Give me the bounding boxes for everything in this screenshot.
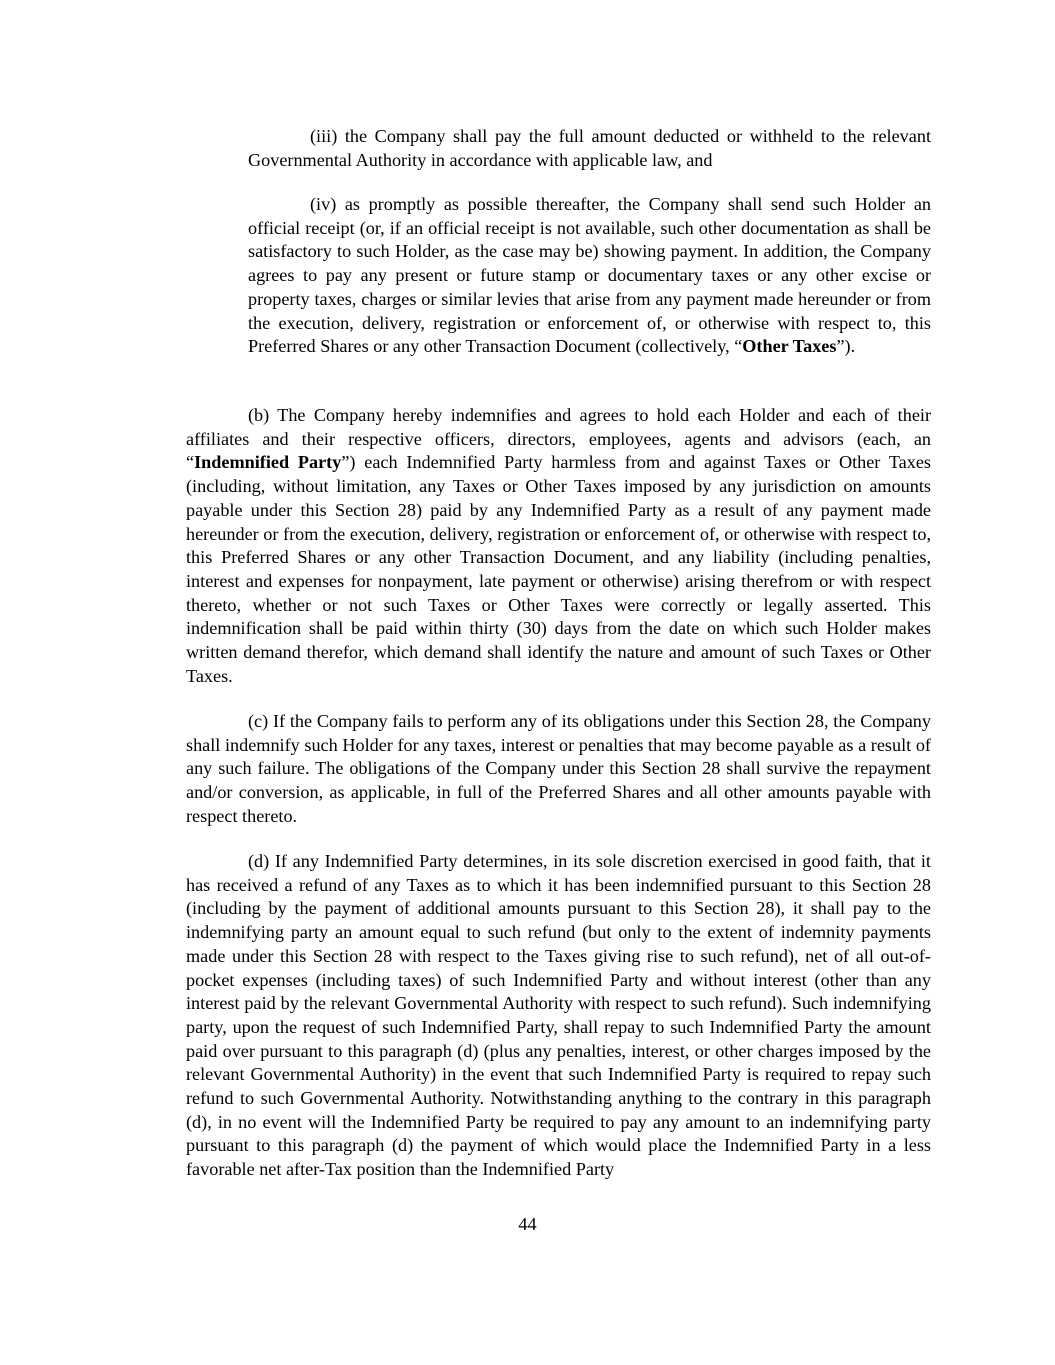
paragraph-b-text: (b) The Company hereby indemnifies and agrees to hold each Holder and each of their affiliates and their respective officers, directors, employees, agents and advisors (each, an “ [186, 405, 931, 473]
paragraph-c [186, 710, 931, 829]
page-number: 44 [518, 1214, 537, 1234]
paragraph-iv-text: (iv) as promptly as possible thereafter, the Company shall send such Holder an official receipt (or, if an official receipt is not available, such other documentation as shall be satisfactory to such Holder, as the case may be) showing payment. In addition, the Company agrees to pay any present or future stamp or documentary taxes or any other excise or property taxes, charges or similar levies that arise from any payment made hereunder or from the execution, delivery, registration or enforcement of, or otherwise with respect to, this Preferred Shares or any other Transaction Document (collectively, “ [248, 194, 931, 357]
paragraph-d [186, 850, 931, 1182]
paragraph-c-text: (c) If the Company fails to perform any of its obligations under this Section 28, the Company shall indemnify such Holder for any taxes, interest or penalties that may become payable as a result of any such failure. The obligations of the Company under this Section 28 shall survive the repayment and/or conversion, as applicable, in full of the Preferred Shares and all other amounts payable with respect thereto. [186, 711, 931, 826]
defined-term-indemnified-party: Indemnified Party [194, 452, 342, 473]
paragraph-iii-text: (iii) the Company shall pay the full amount deducted or withheld to the relevant Governmental Authority in accordance with applicable law, and [248, 126, 931, 170]
paragraph-iv-text-end: ”). [836, 336, 856, 357]
defined-term-other-taxes: Other Taxes [742, 336, 837, 357]
paragraph-iv [248, 193, 931, 359]
paragraph-b [186, 404, 931, 688]
paragraph-iii [248, 125, 931, 172]
paragraph-b-text-end: ”) each Indemnified Party harmless from and against Taxes or Other Taxes (including, without limitation, any Taxes or Other Taxes imposed by any jurisdiction on amounts payable under this Section 28) paid by any Indemnified Party as a result of any payment made hereunder or from the execution, delivery, registration or enforcement of, or otherwise with respect to, this Preferred Shares or any other Transaction Document, and any liability (including penalties, interest and expenses for nonpayment, late payment or otherwise) arising therefrom or with respect thereto, whether or not such Taxes or Other Taxes were correctly or legally asserted. This indemnification shall be paid within thirty (30) days from the date on which such Holder makes written demand therefor, which demand shall identify the nature and amount of such Taxes or Other Taxes. [186, 452, 931, 686]
paragraph-d-text: (d) If any Indemnified Party determines, in its sole discretion exercised in good faith, that it has received a refund of any Taxes as to which it has been indemnified pursuant to this Section 28 (including by the payment of additional amounts pursuant to this Section 28), it shall pay to the indemnifying party an amount equal to such refund (but only to the extent of indemnity payments made under this Section 28 with respect to the Taxes giving rise to such refund), net of all out-of-pocket expenses (including taxes) of such Indemnified Party and without interest (other than any interest paid by the relevant Governmental Authority with respect to such refund). Such indemnifying party, upon the request of such Indemnified Party, shall repay to such Indemnified Party the amount paid over pursuant to this paragraph (d) (plus any penalties, interest, or other charges imposed by the relevant Governmental Authority) in the event that such Indemnified Party is required to repay such refund to such Governmental Authority. Notwithstanding anything to the contrary in this paragraph (d), in no event will the Indemnified Party be required to pay any amount to an indemnifying party pursuant to this paragraph (d) the payment of which would place the Indemnified Party in a less favorable net after-Tax position than the Indemnified Party [186, 851, 931, 1180]
